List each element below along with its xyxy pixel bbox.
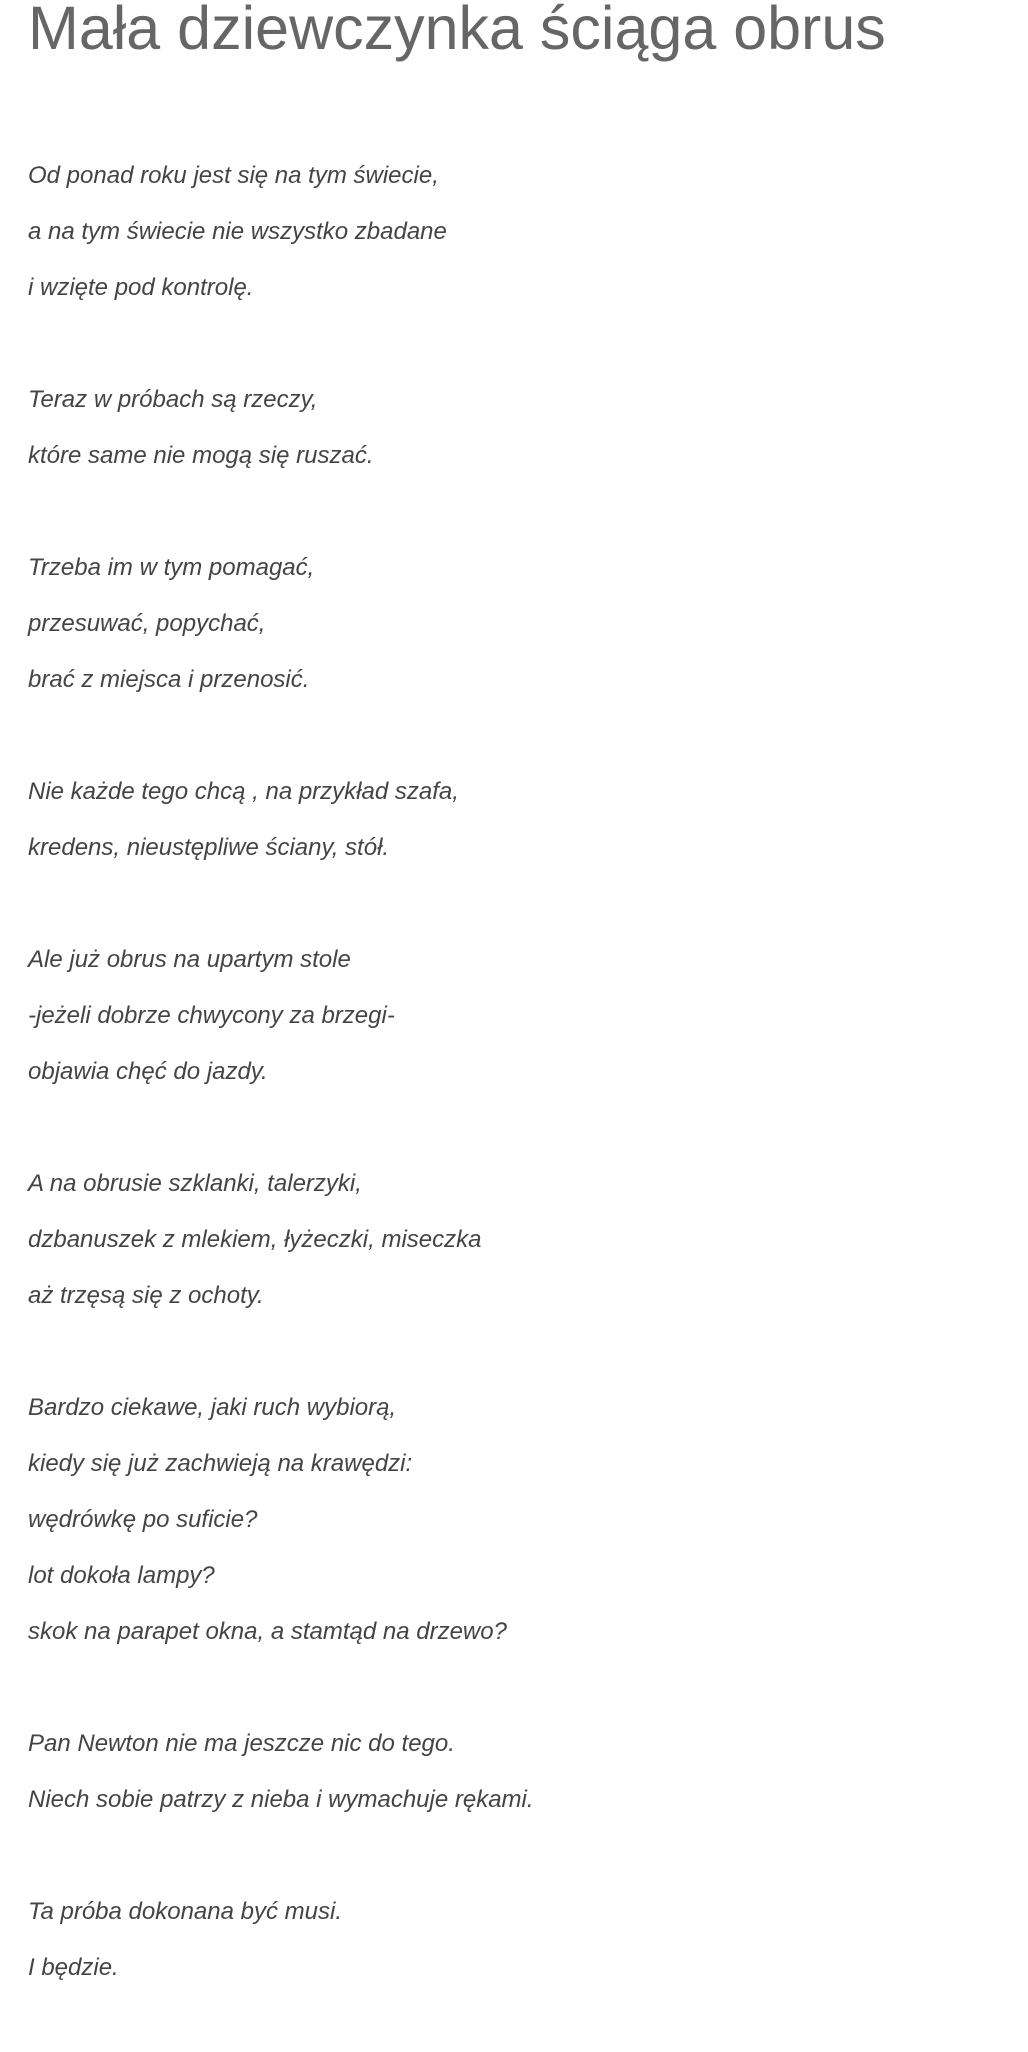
stanza bbox=[28, 1884, 534, 1996]
poem-line: dzbanuszek z mlekiem, łyżeczki, miseczka bbox=[28, 1226, 482, 1253]
poem-line: Niech sobie patrzy z nieba i wymachuje rękami. bbox=[28, 1786, 534, 1813]
poem-line: brać z miejsca i przenosić. bbox=[28, 666, 310, 693]
poem-line: lot dokoła lampy? bbox=[28, 1562, 215, 1589]
poem-line: skok na parapet okna, a stamtąd na drzewo? bbox=[28, 1618, 507, 1645]
poem-body bbox=[28, 148, 534, 2052]
page-title: Mała dziewczynka ściąga obrus bbox=[28, 0, 886, 62]
poem-line: Ale już obrus na upartym stole bbox=[28, 946, 351, 973]
stanza bbox=[28, 372, 534, 484]
poem-line: przesuwać, popychać, bbox=[28, 610, 266, 637]
poem-line: Bardzo ciekawe, jaki ruch wybiorą, bbox=[28, 1394, 397, 1421]
poem-line: Trzeba im w tym pomagać, bbox=[28, 554, 315, 581]
stanza bbox=[28, 540, 534, 708]
stanza bbox=[28, 1156, 534, 1324]
poem-line: a na tym świecie nie wszystko zbadane bbox=[28, 218, 447, 245]
stanza bbox=[28, 1716, 534, 1828]
poem-line: Ta próba dokonana być musi. bbox=[28, 1898, 342, 1925]
poem-line: kiedy się już zachwieją na krawędzi: bbox=[28, 1450, 413, 1477]
poem-line: wędrówkę po suficie? bbox=[28, 1506, 258, 1533]
poem-line: kredens, nieustępliwe ściany, stół. bbox=[28, 834, 390, 861]
poem-line: -jeżeli dobrze chwycony za brzegi- bbox=[28, 1002, 395, 1029]
stanza bbox=[28, 764, 534, 876]
stanza bbox=[28, 932, 534, 1100]
poem-page bbox=[28, 0, 1018, 1981]
poem-line: które same nie mogą się ruszać. bbox=[28, 442, 374, 469]
stanza bbox=[28, 148, 534, 316]
poem-line: objawia chęć do jazdy. bbox=[28, 1058, 268, 1085]
poem-line: Teraz w próbach są rzeczy, bbox=[28, 386, 318, 413]
poem-line: A na obrusie szklanki, talerzyki, bbox=[28, 1170, 362, 1197]
poem-line: Nie każde tego chcą , na przykład szafa, bbox=[28, 778, 459, 805]
poem-line: Pan Newton nie ma jeszcze nic do tego. bbox=[28, 1730, 455, 1757]
poem-line: Od ponad roku jest się na tym świecie, bbox=[28, 162, 439, 189]
poem-line: I będzie. bbox=[28, 1954, 119, 1981]
stanza bbox=[28, 1380, 534, 1660]
poem-line: aż trzęsą się z ochoty. bbox=[28, 1282, 264, 1309]
poem-line: i wzięte pod kontrolę. bbox=[28, 274, 254, 301]
